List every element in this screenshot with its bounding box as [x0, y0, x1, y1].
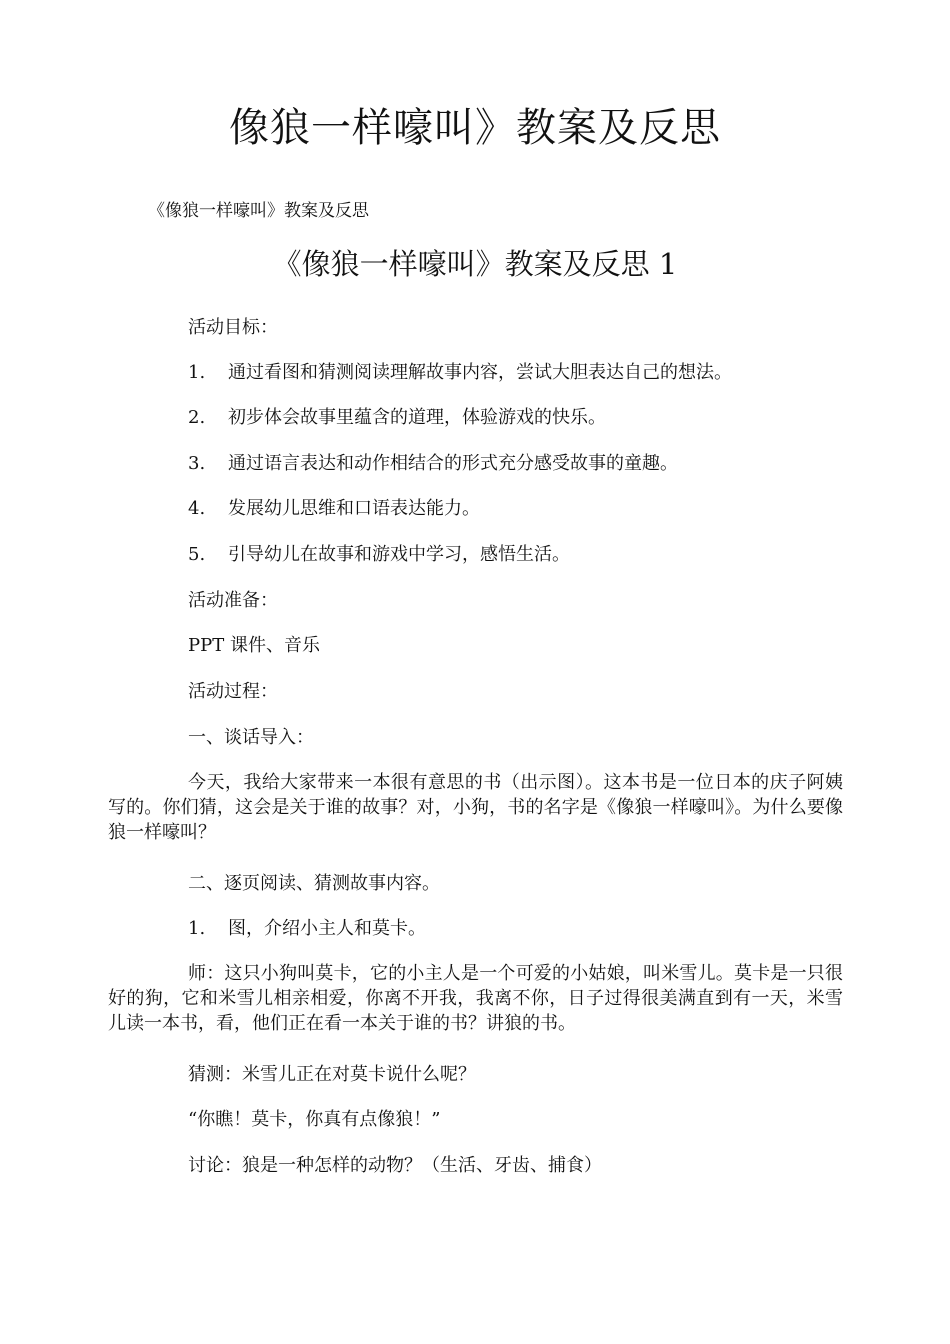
goal-text: 通过看图和猜测阅读理解故事内容，尝试大胆表达自己的想法。: [228, 362, 732, 383]
prep-heading: 活动准备：: [188, 590, 278, 611]
discuss-line: 讨论：狼是一种怎样的动物？（生活、牙齿、捕食）: [188, 1155, 602, 1176]
goal-text: 通过语言表达和动作相结合的形式充分感受故事的童趣。: [228, 453, 678, 474]
goal-item: [188, 452, 678, 476]
step2-item: [188, 917, 426, 941]
goal-item: [188, 406, 606, 430]
step2-heading: 二、逐页阅读、猜测故事内容。: [188, 873, 440, 894]
goals-heading: 活动目标：: [188, 317, 278, 338]
goal-item: [188, 497, 480, 521]
step1-paragraph: 今天，我给大家带来一本很有意思的书（出示图）。这本书是一位日本的庆子阿姨写的。你们猜，这会是关于谁的故事？对，小狗，书的名字是《像狼一样嚎叫》。为什么要像狼一样嚎叫？: [108, 772, 843, 843]
teacher-paragraph: 师：这只小狗叫莫卡，它的小主人是一个可爱的小姑娘，叫米雪儿。莫卡是一只很好的狗，它和米雪儿相亲相爱，你离不开我，我离不你，日子过得很美满直到有一天，米雪儿读一本书，看，他们正在看一本关于谁的书？讲狼的书。: [108, 963, 843, 1034]
goal-number: 1.: [188, 362, 206, 383]
document-subtitle: 《像狼一样嚎叫》教案及反思: [148, 201, 369, 221]
goal-number: 3.: [188, 453, 206, 474]
step2-item-text: 图，介绍小主人和莫卡。: [228, 918, 426, 939]
step2-item-number: 1.: [188, 918, 206, 939]
goal-text: 引导幼儿在故事和游戏中学习，感悟生活。: [228, 544, 570, 565]
document-title: 像狼一样嚎叫》教案及反思: [229, 105, 721, 151]
guess-line: 猜测：米雪儿正在对莫卡说什么呢？: [188, 1064, 476, 1085]
goal-item: [188, 361, 732, 385]
step1-heading: 一、谈话导入：: [188, 727, 314, 748]
goal-text: 初步体会故事里蕴含的道理，体验游戏的快乐。: [228, 407, 606, 428]
goal-text: 发展幼儿思维和口语表达能力。: [228, 498, 480, 519]
quote-line: “你瞧！莫卡，你真有点像狼！”: [188, 1109, 441, 1130]
goal-number: 5.: [188, 544, 206, 565]
goal-number: 2.: [188, 407, 206, 428]
section-title: 《像狼一样嚎叫》教案及反思 1: [272, 247, 678, 281]
goal-item: [188, 543, 570, 567]
process-heading: 活动过程：: [188, 681, 278, 702]
prep-text: PPT 课件、音乐: [188, 635, 320, 656]
goal-number: 4.: [188, 498, 206, 519]
